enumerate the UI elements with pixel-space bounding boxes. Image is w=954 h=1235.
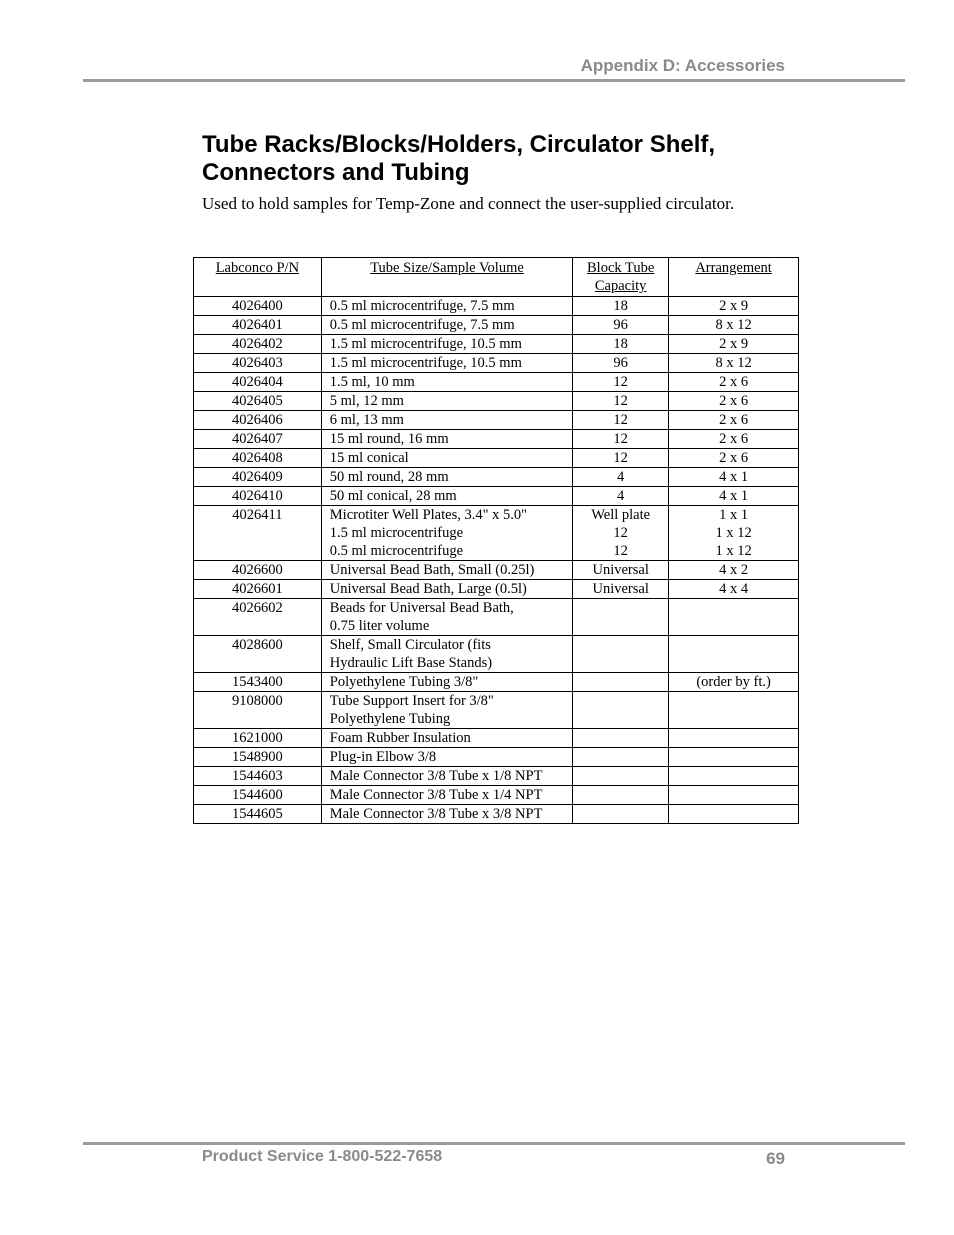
capacity-cell-line: Universal (592, 562, 649, 578)
capacity-cell (573, 487, 669, 506)
arrangement-cell (669, 805, 799, 824)
capacity-cell-line: 12 (613, 431, 628, 447)
part-number-cell: 4026401 (194, 316, 322, 335)
capacity-cell (573, 354, 669, 373)
table-row (194, 335, 799, 354)
capacity-cell (573, 805, 669, 824)
tube-size-cell-line: Male Connector 3/8 Tube x 3/8 NPT (329, 806, 543, 822)
tube-size-cell-line: 15 ml conical (329, 450, 409, 466)
part-number-cell: 4026601 (194, 580, 322, 599)
table-row (194, 354, 799, 373)
column-header-part-number: Labconco P/N (194, 258, 322, 297)
capacity-cell (573, 430, 669, 449)
arrangement-cell (669, 748, 799, 767)
arrangement-cell-line: 2 x 9 (719, 298, 749, 314)
arrangement-cell-line: 4 x 1 (719, 469, 749, 485)
tube-size-cell-line: 6 ml, 13 mm (329, 412, 404, 428)
tube-size-cell (321, 411, 572, 430)
capacity-cell (573, 767, 669, 786)
arrangement-cell-line: 8 x 12 (715, 355, 752, 371)
part-number-cell: 4026402 (194, 335, 322, 354)
tube-size-cell-line: 1.5 ml microcentrifuge, 10.5 mm (329, 336, 522, 352)
arrangement-cell (669, 767, 799, 786)
table-row (194, 786, 799, 805)
arrangement-cell (669, 373, 799, 392)
arrangement-cell-line: 2 x 6 (719, 393, 749, 409)
table-row (194, 297, 799, 316)
arrangement-cell (669, 636, 799, 673)
arrangement-cell (669, 430, 799, 449)
tube-size-cell (321, 316, 572, 335)
arrangement-cell-line: 1 x 12 (715, 525, 752, 541)
column-header-tube-size: Tube Size/Sample Volume (321, 258, 572, 297)
capacity-cell (573, 297, 669, 316)
part-number-cell: 4026602 (194, 599, 322, 636)
table-row (194, 805, 799, 824)
capacity-cell-line: 4 (617, 488, 625, 504)
capacity-cell-line: Universal (592, 581, 649, 597)
table-row (194, 580, 799, 599)
capacity-cell-line: 4 (617, 469, 625, 485)
arrangement-cell-line: 1 x 1 (719, 507, 749, 523)
tube-size-cell (321, 748, 572, 767)
tube-size-cell (321, 449, 572, 468)
tube-size-cell (321, 487, 572, 506)
intro-paragraph: Used to hold samples for Temp-Zone and connect the user-supplied circulator. (202, 194, 735, 213)
arrangement-cell-line: 2 x 6 (719, 431, 749, 447)
column-header-capacity: Block Tube Capacity (573, 258, 669, 297)
table-row (194, 373, 799, 392)
arrangement-cell-line: 4 x 4 (719, 581, 749, 597)
arrangement-cell (669, 335, 799, 354)
arrangement-cell (669, 487, 799, 506)
tube-size-cell-line: 50 ml round, 28 mm (329, 469, 449, 485)
tube-size-cell-line: Male Connector 3/8 Tube x 1/4 NPT (329, 787, 543, 803)
tube-size-cell-line: 50 ml conical, 28 mm (329, 488, 457, 504)
arrangement-cell (669, 561, 799, 580)
capacity-cell (573, 392, 669, 411)
part-number-cell: 4026409 (194, 468, 322, 487)
accessories-table (193, 257, 799, 824)
table-row (194, 316, 799, 335)
tube-size-cell (321, 767, 572, 786)
tube-size-cell-line: 0.5 ml microcentrifuge (329, 543, 464, 559)
table-row (194, 561, 799, 580)
part-number-cell: 9108000 (194, 692, 322, 729)
capacity-cell (573, 411, 669, 430)
part-number-cell: 1544603 (194, 767, 322, 786)
tube-size-cell (321, 468, 572, 487)
capacity-cell (573, 692, 669, 729)
part-number-cell: 1543400 (194, 673, 322, 692)
capacity-cell (573, 468, 669, 487)
tube-size-cell (321, 354, 572, 373)
table-row (194, 411, 799, 430)
capacity-cell (573, 748, 669, 767)
column-header-arrangement: Arrangement (669, 258, 799, 297)
part-number-cell: 4028600 (194, 636, 322, 673)
tube-size-cell-line: Microtiter Well Plates, 3.4" x 5.0" (329, 507, 528, 523)
table-row (194, 449, 799, 468)
tube-size-cell-line: Foam Rubber Insulation (329, 730, 471, 746)
tube-size-cell-line: 1.5 ml, 10 mm (329, 374, 415, 390)
capacity-cell (573, 506, 669, 561)
tube-size-cell (321, 506, 572, 561)
table-row (194, 430, 799, 449)
tube-size-cell-line: Universal Bead Bath, Large (0.5l) (329, 581, 527, 597)
part-number-cell: 1548900 (194, 748, 322, 767)
part-number-cell: 4026407 (194, 430, 322, 449)
part-number-cell: 1544600 (194, 786, 322, 805)
table-row (194, 487, 799, 506)
part-number-cell: 4026406 (194, 411, 322, 430)
capacity-cell (573, 373, 669, 392)
capacity-cell (573, 335, 669, 354)
tube-size-cell-line: 1.5 ml microcentrifuge (329, 525, 464, 541)
tube-size-cell (321, 561, 572, 580)
tube-size-cell-line: Polyethylene Tubing (329, 711, 451, 727)
part-number-cell: 4026410 (194, 487, 322, 506)
tube-size-cell-line: Beads for Universal Bead Bath, (329, 600, 514, 616)
capacity-cell-line: 12 (613, 393, 628, 409)
tube-size-cell-line: Polyethylene Tubing 3/8" (329, 674, 479, 690)
arrangement-cell-line: 2 x 6 (719, 450, 749, 466)
tube-size-cell (321, 805, 572, 824)
tube-size-cell-line: Tube Support Insert for 3/8" (329, 693, 494, 709)
capacity-cell (573, 786, 669, 805)
tube-size-cell (321, 729, 572, 748)
capacity-cell-line: 12 (613, 450, 628, 466)
capacity-cell (573, 561, 669, 580)
table-row (194, 392, 799, 411)
arrangement-cell-line: 4 x 1 (719, 488, 749, 504)
part-number-cell: 4026408 (194, 449, 322, 468)
part-number-cell: 4026405 (194, 392, 322, 411)
arrangement-cell (669, 392, 799, 411)
arrangement-cell-line: 4 x 2 (719, 562, 749, 578)
arrangement-cell-line: (order by ft.) (696, 674, 771, 690)
capacity-cell (573, 599, 669, 636)
arrangement-cell (669, 673, 799, 692)
part-number-cell: 4026411 (194, 506, 322, 561)
table-row (194, 729, 799, 748)
capacity-cell (573, 729, 669, 748)
part-number-cell: 4026404 (194, 373, 322, 392)
capacity-cell (573, 316, 669, 335)
arrangement-cell (669, 599, 799, 636)
tube-size-cell (321, 786, 572, 805)
tube-size-cell (321, 673, 572, 692)
table-row (194, 506, 799, 561)
part-number-cell: 4026600 (194, 561, 322, 580)
tube-size-cell (321, 430, 572, 449)
arrangement-cell-line: 2 x 6 (719, 374, 749, 390)
tube-size-cell-line: 1.5 ml microcentrifuge, 10.5 mm (329, 355, 522, 371)
arrangement-cell (669, 786, 799, 805)
capacity-cell-line: 18 (613, 298, 628, 314)
arrangement-cell (669, 411, 799, 430)
capacity-cell (573, 673, 669, 692)
capacity-cell-line: 96 (613, 355, 628, 371)
tube-size-cell (321, 373, 572, 392)
tube-size-cell-line: 0.5 ml microcentrifuge, 7.5 mm (329, 317, 515, 333)
tube-size-cell (321, 297, 572, 316)
table-row (194, 767, 799, 786)
section-title: Tube Racks/Blocks/Holders, Circulator Shelf, Connectors and Tubing (202, 131, 716, 186)
header-rule (83, 79, 905, 82)
tube-size-cell (321, 392, 572, 411)
arrangement-cell-line: 1 x 12 (715, 543, 752, 559)
tube-size-cell-line: Hydraulic Lift Base Stands) (329, 655, 493, 671)
tube-size-cell (321, 335, 572, 354)
arrangement-cell (669, 354, 799, 373)
arrangement-cell (669, 506, 799, 561)
capacity-cell (573, 636, 669, 673)
table-row (194, 748, 799, 767)
product-service-phone: Product Service 1-800-522-7658 (202, 1148, 443, 1165)
tube-size-cell-line: 0.75 liter volume (329, 618, 430, 634)
capacity-cell (573, 580, 669, 599)
table-row (194, 468, 799, 487)
capacity-cell-line: 12 (613, 412, 628, 428)
table-body (194, 297, 799, 824)
tube-size-cell (321, 692, 572, 729)
tube-size-cell (321, 599, 572, 636)
arrangement-cell (669, 449, 799, 468)
capacity-cell-line: 12 (613, 374, 628, 390)
part-number-cell: 4026403 (194, 354, 322, 373)
tube-size-cell-line: Universal Bead Bath, Small (0.25l) (329, 562, 535, 578)
part-number-cell: 4026400 (194, 297, 322, 316)
page-number: 69 (766, 1149, 785, 1168)
table-row (194, 692, 799, 729)
part-number-cell: 1621000 (194, 729, 322, 748)
capacity-cell-line: 18 (613, 336, 628, 352)
arrangement-cell (669, 692, 799, 729)
tube-size-cell-line: Plug-in Elbow 3/8 (329, 749, 437, 765)
tube-size-cell (321, 636, 572, 673)
arrangement-cell (669, 316, 799, 335)
tube-size-cell (321, 580, 572, 599)
table-row (194, 673, 799, 692)
tube-size-cell-line: 15 ml round, 16 mm (329, 431, 449, 447)
arrangement-cell (669, 729, 799, 748)
capacity-cell-line: 12 (613, 525, 628, 541)
capacity-cell-line: 12 (613, 543, 628, 559)
arrangement-cell (669, 297, 799, 316)
tube-size-cell-line: Shelf, Small Circulator (fits (329, 637, 491, 653)
arrangement-cell-line: 2 x 6 (719, 412, 749, 428)
arrangement-cell-line: 8 x 12 (715, 317, 752, 333)
capacity-cell (573, 449, 669, 468)
table-row (194, 636, 799, 673)
tube-size-cell-line: 5 ml, 12 mm (329, 393, 404, 409)
running-header: Appendix D: Accessories (580, 56, 785, 75)
table-row (194, 599, 799, 636)
part-number-cell: 1544605 (194, 805, 322, 824)
arrangement-cell-line: 2 x 9 (719, 336, 749, 352)
capacity-cell-line: Well plate (591, 507, 651, 523)
arrangement-cell (669, 468, 799, 487)
capacity-cell-line: 96 (613, 317, 628, 333)
arrangement-cell (669, 580, 799, 599)
tube-size-cell-line: Male Connector 3/8 Tube x 1/8 NPT (329, 768, 543, 784)
tube-size-cell-line: 0.5 ml microcentrifuge, 7.5 mm (329, 298, 515, 314)
footer-rule (83, 1142, 905, 1145)
table-header-row (194, 258, 799, 297)
